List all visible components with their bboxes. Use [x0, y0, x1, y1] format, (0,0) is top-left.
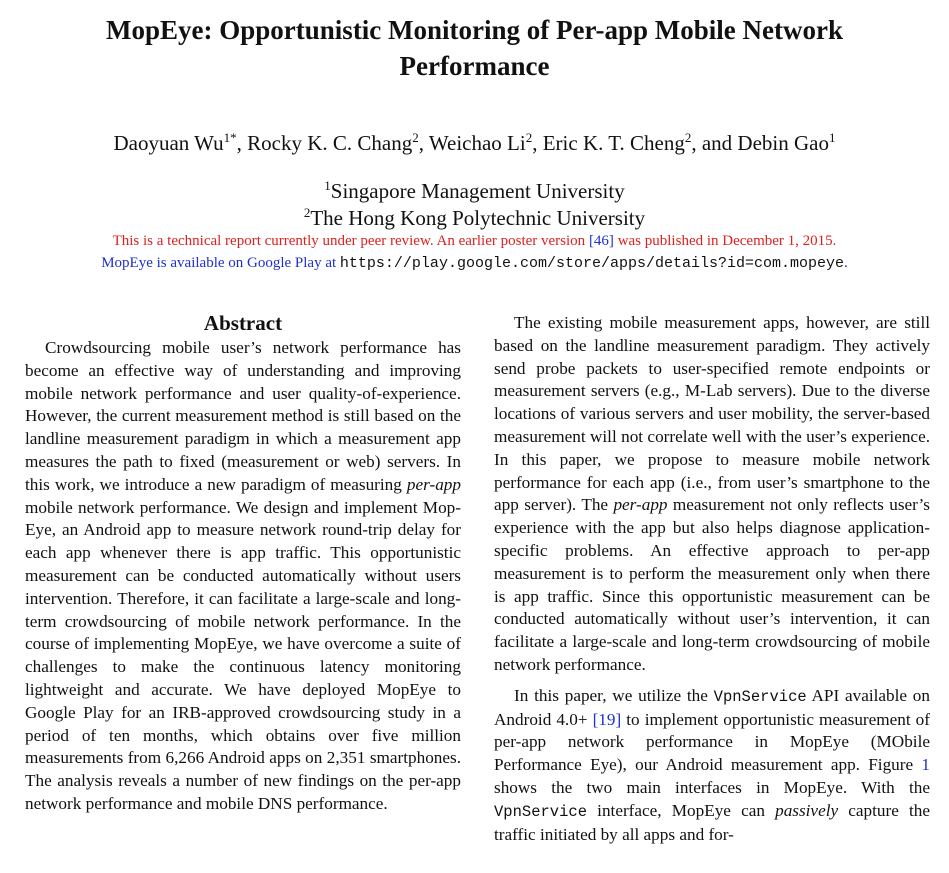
abstract-text: Crowdsourcing mobile user’s network performance has become an effective way of understanding and improving mobile network performance and user quality-of-experience. However, the current measurement method is still based on the landline measurement paradigm in which a measurement app measures the path to fixed (measurement or web) servers. In this work, we introduce a new paradigm of measuring — [25, 338, 461, 494]
review-note-text: was published in December 1, 2015. — [613, 233, 837, 249]
author-affiliation-mark: 1 — [828, 130, 836, 145]
author-name: Debin Gao — [737, 131, 829, 155]
availability-note-end: . — [844, 255, 848, 271]
citation-link[interactable]: [46] — [588, 233, 614, 249]
intro-text: API available on Android 4.0+ — [494, 685, 930, 729]
author-name: Eric K. T. Cheng — [542, 131, 685, 155]
intro-text: shows the two main interfaces in MopEye. With the — [494, 777, 930, 797]
intro-text: interface, MopEye can — [587, 800, 776, 820]
intro-text: The existing mobile measurement apps, however, are still based on the landline measurement paradigm. They actively send probe packets to user-specified remote endpoints or measurement servers (e.g., M-Lab servers). Due to the diverse locations of various servers and user mobility, the server-based measurement will not correlate well with the user’s experience. In this paper, we propose to measure mobile network performance for each app (i.e., from user’s smartphone to the app server). The — [494, 313, 930, 515]
author-name: Rocky K. C. Chang — [247, 131, 413, 155]
affiliation-mark: 1 — [324, 178, 331, 193]
author-separator: , — [418, 131, 429, 155]
review-note-text: This is a technical report currently under peer review. An earlier poster version — [112, 233, 589, 249]
affiliation — [20, 177, 929, 205]
affiliation-mark: 2 — [303, 205, 311, 220]
author-affiliation-mark: 2 — [525, 130, 533, 145]
intro-emphasis: passively — [775, 800, 839, 820]
affiliation-name: The Hong Kong Polytechnic University — [310, 206, 646, 230]
code-vpnservice: VpnService — [713, 687, 807, 706]
abstract-text: mobile network performance. We design and implement MopEye, an Android app to measure network round-trip delay for each app whenever there is app traffic. This opportunistic measurement can be conducted automatically without users intervention. Therefore, it can facilitate a large-scale and long-term crowdsourcing of mobile network performance. In the course of implementing MopEye, we have overcome a suite of challenges to make the continuous latency monitoring lightweight and accurate. We have deployed MopEye to Google Play for an IRB-approved crowdsourcing study in a period of ten months, which obtains over five million measurements from 6,266 Android apps on 2,351 smartphones. The analysis reveals a number of new findings on the per-app network performance and mobile DNS performance. — [25, 497, 461, 813]
author-affiliation-mark: 2 — [684, 130, 692, 145]
intro-text: to implement opportunistic measurement of per-app network performance in MopEye (MObile Performance Eye), our Android measurement app. Figure — [494, 709, 931, 775]
author-name: Weichao Li — [428, 131, 526, 155]
author-separator: , — [236, 131, 248, 155]
intro-text: measurement not only reflects user’s experience with the app but also helps diagnose application-specific problems. An effective approach to per-app measurement is to perform the measurement only when there is app traffic. Since this opportunistic measurement can be conducted automatically without user’s intervention, it can facilitate a large-scale and long-term crowdsourcing of mobile network performance. — [494, 495, 930, 674]
abstract-paragraph — [25, 337, 461, 816]
code-vpnservice: VpnService — [494, 802, 588, 821]
author-affiliation-mark: 2 — [412, 130, 419, 145]
availability-note-text: MopEye is available on Google Play at — [101, 255, 340, 271]
author-affiliation-mark: 1* — [223, 130, 237, 145]
author-separator: , and — [691, 131, 738, 155]
author-list — [20, 128, 929, 158]
review-note — [10, 231, 939, 251]
availability-note — [10, 253, 939, 274]
google-play-url[interactable]: https://play.google.com/store/apps/details?id=com.mopeye — [339, 255, 845, 272]
affiliation-name: Singapore Management University — [330, 179, 625, 203]
author-name: Daoyuan Wu — [113, 131, 224, 155]
abstract-emphasis: per-app — [406, 474, 461, 494]
introduction-column — [494, 312, 930, 846]
citation-link[interactable]: [19] — [592, 709, 622, 729]
intro-paragraph — [494, 312, 930, 677]
affiliation — [20, 204, 929, 232]
figure-link[interactable]: 1 — [921, 755, 930, 775]
intro-paragraph — [494, 685, 930, 847]
abstract-column — [25, 337, 461, 816]
author-separator: , — [532, 131, 543, 155]
abstract-heading: Abstract — [203, 311, 283, 335]
intro-emphasis: per-app — [613, 495, 668, 515]
paper-title: MopEye: Opportunistic Monitoring of Per-app Mobile Network Performance — [106, 15, 843, 81]
intro-text: capture the traffic initiated by all apps and for- — [494, 800, 930, 844]
intro-text: In this paper, we utilize the — [514, 685, 714, 705]
